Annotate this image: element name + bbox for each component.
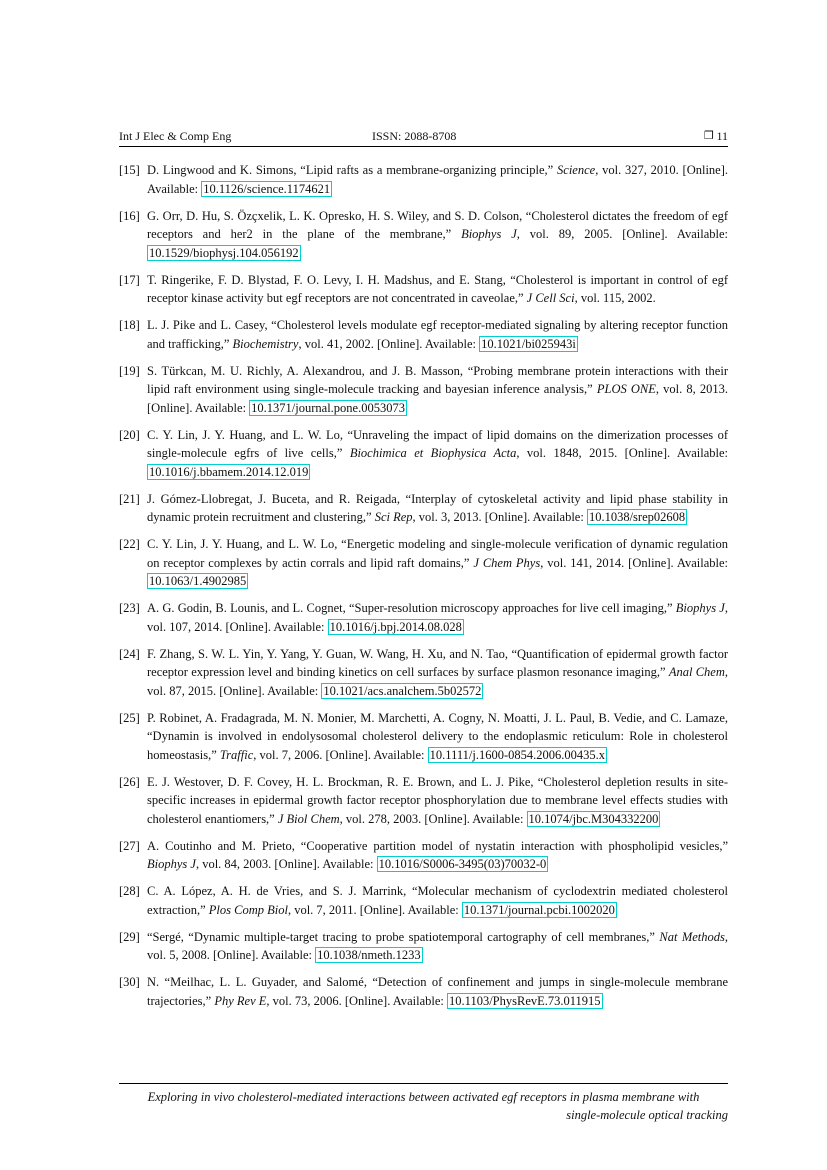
doi-link[interactable]: 10.1016/S0006-3495(03)70032-0 (378, 857, 547, 871)
reference-details: , vol. 84, 2003. [Online]. Available: (195, 857, 377, 871)
footer-title-line-2: single-molecule optical tracking (566, 1108, 728, 1122)
doi-link[interactable]: 10.1074/jbc.M304332200 (528, 811, 659, 826)
reference-details: , vol. 3, 2013. [Online]. Available: (412, 510, 587, 524)
reference-journal: Science (557, 163, 596, 177)
reference-entry (119, 645, 728, 701)
reference-list (119, 161, 728, 1019)
reference-journal: PLOS ONE (596, 382, 656, 396)
doi-link[interactable]: 10.1371/journal.pone.0053073 (251, 400, 405, 415)
reference-details: , vol. 327, 2010. [Online]. Available: (147, 163, 729, 196)
reference-text: P. Robinet, A. Fradagrada, M. N. Monier, M. Marchetti, A. Cogny, N. Moatti, J. L. Paul, B. Vedie, and C. Lamaze, “Dynamin is involved in endolysosomal cholesterol delivery to the endoplasmic reticulum: Role in cholesterol homeostasis,” (147, 710, 728, 762)
header-journal-name: Int J Elec & Comp Eng (119, 129, 232, 143)
reference-text: A. Coutinho and M. Prieto, “Cooperative partition model of nystatin interaction with phospholipid vesicles,” (147, 838, 728, 853)
reference-number: [15] (119, 163, 140, 177)
reference-text: J. Gómez-Llobregat, J. Buceta, and R. Reigada, “Interplay of cytoskeletal activity and lipid phase stability in dynamic protein recruitment and clustering,” (147, 491, 728, 524)
footer-title-line-1: Exploring in vivo cholesterol-mediated interactions between activated egf receptors in plasma membrane with (147, 1090, 700, 1104)
reference-entry (119, 928, 728, 965)
doi-link[interactable]: 10.1111/j.1600-0854.2006.00435.x (429, 747, 605, 762)
doi-link[interactable]: 10.1016/j.bpj.2014.08.028 (329, 619, 462, 634)
running-header (119, 128, 728, 147)
reference-number: [18] (119, 318, 140, 332)
header-issn: ISSN: 2088-8708 (372, 129, 457, 143)
reference-entry (119, 426, 728, 482)
reference-entry (119, 709, 728, 765)
doi-link[interactable]: 10.1016/j.bbamem.2014.12.019 (149, 464, 309, 479)
reference-details: , vol. 7, 2006. [Online]. Available: (253, 747, 428, 762)
reference-entry (119, 973, 728, 1010)
reference-details: , vol. 1848, 2015. [Online]. Available: (516, 446, 729, 460)
reference-entry (119, 599, 728, 636)
reference-text: L. J. Pike and L. Casey, “Cholesterol levels modulate egf receptor-mediated signaling by altering receptor function and trafficking,” (147, 318, 728, 351)
reference-text: C. A. López, A. H. de Vries, and S. J. Marrink, “Molecular mechanism of cyclodextrin mediated cholesterol extraction,” (147, 884, 728, 917)
reference-number: [25] (119, 710, 140, 725)
reference-journal: Sci Rep (374, 510, 413, 524)
doi-link[interactable]: 10.1021/acs.analchem.5b02572 (323, 683, 482, 698)
reference-entry (119, 362, 728, 418)
reference-journal: Biochemistry (232, 336, 299, 351)
reference-number: [30] (119, 975, 140, 989)
reference-entry (119, 882, 728, 919)
reference-journal: Plos Comp Biol (208, 902, 288, 917)
doi-link[interactable]: 10.1021/bi025943i (481, 336, 576, 351)
reference-journal: J Cell Sci (526, 291, 575, 305)
reference-entry (119, 773, 728, 829)
reference-entry (119, 490, 728, 527)
doi-link[interactable]: 10.1038/srep02608 (588, 510, 686, 524)
reference-journal: Biophys J (147, 857, 196, 871)
reference-number: [26] (119, 774, 140, 789)
reference-journal: Nat Methods (659, 929, 725, 944)
reference-details: , vol. 7, 2011. [Online]. Available: (287, 902, 462, 917)
reference-details: , vol. 115, 2002. (574, 291, 656, 305)
reference-details: , vol. 5, 2008. [Online]. Available: (147, 929, 728, 962)
running-footer (119, 1088, 728, 1124)
reference-text: C. Y. Lin, J. Y. Huang, and L. W. Lo, “Energetic modeling and single-molecule verification of dynamic regulation on receptor complexes by actin corrals and lipid raft domains,” (147, 537, 728, 570)
reference-text: D. Lingwood and K. Simons, “Lipid rafts as a membrane-organizing principle,” (147, 163, 558, 177)
reference-number: [24] (119, 646, 140, 661)
reference-number: [19] (119, 363, 140, 378)
reference-text: E. J. Westover, D. F. Covey, H. L. Brockman, R. E. Brown, and L. J. Pike, “Cholesterol depletion results in site-specific increases in epidermal growth factor receptor phosphorylation due to membrane level effects studies with cholesterol enantiomers,” (147, 774, 728, 826)
reference-text: G. Orr, D. Hu, S. Özçxelik, L. K. Opresko, H. S. Wiley, and S. D. Colson, “Cholesterol dictates the freedom of egf receptors and her2 in the plane of the membrane,” (147, 208, 728, 241)
reference-number: [22] (119, 537, 140, 551)
reference-details: , vol. 41, 2002. [Online]. Available: (298, 336, 480, 351)
reference-details: , vol. 8, 2013. [Online]. Available: (147, 382, 728, 415)
page-number: 11 (716, 129, 728, 143)
reference-journal: Traffic (219, 747, 254, 762)
reference-entry (119, 271, 728, 308)
doi-link[interactable]: 10.1038/nmeth.1233 (317, 948, 421, 962)
reference-number: [23] (119, 601, 140, 615)
reference-details: , vol. 89, 2005. [Online]. Available: (516, 227, 728, 241)
footer-divider (119, 1083, 728, 1084)
doi-link[interactable]: 10.1063/1.4902985 (149, 574, 247, 588)
reference-number: [27] (119, 838, 140, 853)
reference-text: S. Türkcan, M. U. Richly, A. Alexandrou, and J. B. Masson, “Probing membrane protein interactions with their lipid raft environment using single-molecule tracking and bayesian inference analysis,” (147, 363, 728, 396)
reference-text: “Sergé, “Dynamic multiple-target tracing to probe spatiotemporal cartography of cell membranes,” (147, 929, 660, 944)
reference-journal: J Chem Phys (473, 555, 541, 570)
reference-text: N. “Meilhac, L. L. Guyader, and Salomé, “Detection of confinement and jumps in single-molecule membrane trajectories,” (147, 975, 728, 1008)
reference-number: [20] (119, 427, 140, 442)
reference-journal: Phy Rev E (214, 993, 267, 1008)
reference-details: , vol. 278, 2003. [Online]. Available: (339, 811, 527, 826)
reference-details: , vol. 87, 2015. [Online]. Available: (147, 665, 728, 698)
reference-text: F. Zhang, S. W. L. Yin, Y. Yang, Y. Guan, W. Wang, H. Xu, and N. Tao, “Quantification of epidermal growth factor receptor expression level and binding kinetics on cell surfaces by surface plasmon resonance imaging,” (147, 646, 728, 679)
doi-link[interactable]: 10.1529/biophysj.104.056192 (149, 245, 299, 260)
reference-journal: Biochimica et Biophysica Acta (349, 446, 517, 460)
reference-number: [16] (119, 208, 140, 223)
reference-journal: Biophys J (461, 227, 517, 241)
reference-number: [17] (119, 272, 140, 287)
reference-journal: J Biol Chem (277, 811, 340, 826)
box-icon: ❒ (704, 129, 714, 142)
reference-entry (119, 535, 728, 591)
reference-entry (119, 316, 728, 353)
doi-link[interactable]: 10.1126/science.1174621 (203, 181, 331, 196)
reference-entry (119, 207, 728, 263)
doi-link[interactable]: 10.1371/journal.pcbi.1002020 (463, 902, 615, 917)
reference-number: [29] (119, 929, 140, 944)
reference-text: A. G. Godin, B. Lounis, and L. Cognet, “Super-resolution microscopy approaches for live cell imaging,” (147, 601, 676, 615)
doi-link[interactable]: 10.1103/PhysRevE.73.011915 (449, 993, 601, 1008)
reference-journal: Anal Chem (668, 665, 725, 679)
reference-number: [28] (119, 884, 140, 898)
reference-details: , vol. 141, 2014. [Online]. Available: (540, 555, 729, 570)
reference-details: , vol. 73, 2006. [Online]. Available: (266, 993, 448, 1008)
reference-entry (119, 837, 728, 874)
reference-number: [21] (119, 491, 140, 506)
reference-text: C. Y. Lin, J. Y. Huang, and L. W. Lo, “Unraveling the impact of lipid domains on the dimerization processes of single-molecule egfrs of live cells,” (147, 427, 728, 460)
reference-text: T. Ringerike, F. D. Blystad, F. O. Levy, I. H. Madshus, and E. Stang, “Cholesterol is important in control of egf receptor kinase activity but egf receptors are not concentrated in caveolae,” (147, 272, 728, 305)
reference-journal: Biophys J (675, 601, 725, 615)
reference-entry (119, 161, 728, 198)
reference-details: , vol. 107, 2014. [Online]. Available: (147, 601, 728, 634)
